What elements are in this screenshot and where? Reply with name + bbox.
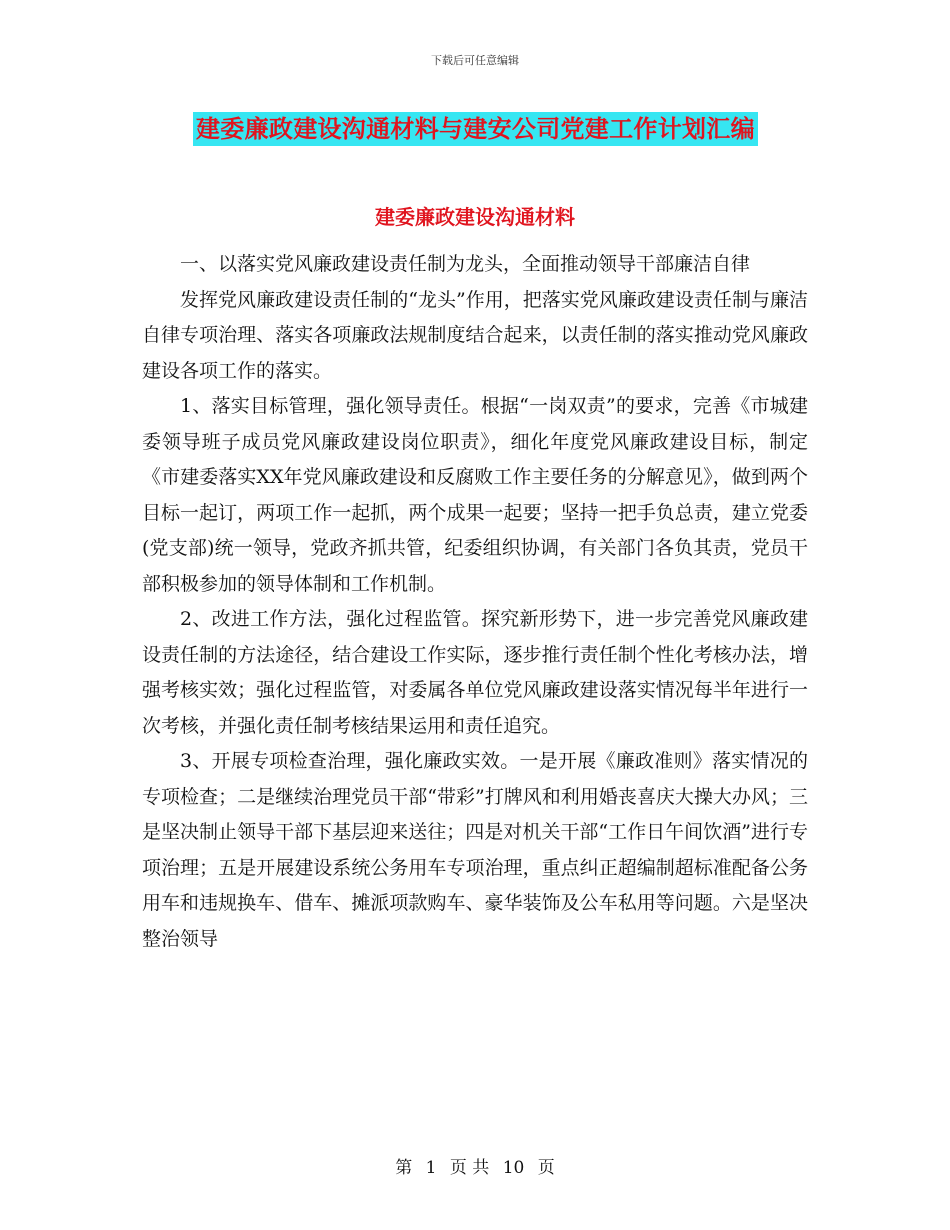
body-text xyxy=(142,247,808,957)
page-mid: 页 共 xyxy=(449,1158,490,1178)
paragraph-item-1: 1、落实目标管理，强化领导责任。根据“一岗双责”的要求，完善《市城建委领导班子成员党风廉政建设岗位职责》，细化年度党风廉政建设目标，制定《市建委落实XX年党风廉政建设和反腐败工作主要任务的分解意见》，做到两个目标一起订，两项工作一起抓，两个成果一起要；坚持一把手负总责，建立党委(党支部)统一领导，党政齐抓共管，纪委组织协调，有关部门各负其责，党员干部积极参加的领导体制和工作机制。 xyxy=(142,395,808,595)
page-total: 10 xyxy=(502,1158,525,1178)
paragraph-item-3: 3、开展专项检查治理，强化廉政实效。一是开展《廉政准则》落实情况的专项检查；二是继续治理党员干部“带彩”打牌风和利用婚丧喜庆大操大办风；三是坚决制止领导干部下基层迎来送往；四是对机关干部“工作日午间饮酒”进行专项治理；五是开展建设系统公务用车专项治理，重点纠正超编制超标准配备公务用车和违规换车、借车、摊派项款购车、豪华装饰及公车私用等问题。六是坚决整治领导 xyxy=(142,750,808,950)
page-prefix: 第 xyxy=(395,1158,413,1178)
paragraph-heading-1: 一、以落实党风廉政建设责任制为龙头，全面推动领导干部廉洁自律 xyxy=(180,253,751,275)
section-title: 建委廉政建设沟通材料 xyxy=(375,205,575,229)
paragraph-intro: 发挥党风廉政建设责任制的“龙头”作用，把落实党风廉政建设责任制与廉洁自律专项治理、落实各项廉政法规制度结合起来，以责任制的落实推动党风廉政建设各项工作的落实。 xyxy=(142,288,808,382)
header-note: 下载后可任意编辑 xyxy=(431,54,519,67)
document-title: 建委廉政建设沟通材料与建安公司党建工作计划汇编 xyxy=(193,112,758,146)
page-current: 1 xyxy=(425,1158,437,1178)
page-suffix: 页 xyxy=(537,1158,555,1178)
page-footer xyxy=(0,1153,950,1178)
paragraph-item-2: 2、改进工作方法，强化过程监管。探究新形势下，进一步完善党风廉政建设责任制的方法途径，结合建设工作实际，逐步推行责任制个性化考核办法，增强考核实效；强化过程监管，对委属各单位党风廉政建设落实情况每半年进行一次考核，并强化责任制考核结果运用和责任追究。 xyxy=(142,608,808,737)
